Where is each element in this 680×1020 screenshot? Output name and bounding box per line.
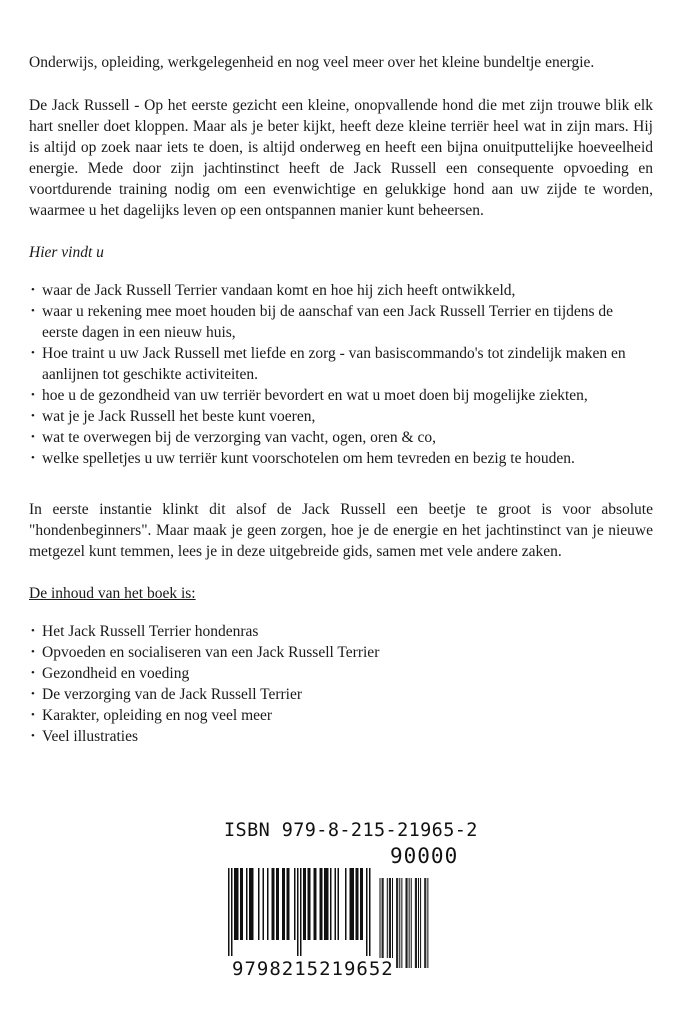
addon-bar (415, 878, 416, 968)
barcode-bar (314, 868, 316, 940)
list-item: • Karakter, opleiding en nog veel meer (29, 705, 653, 726)
addon-bar (427, 878, 428, 968)
barcode-bar (351, 868, 353, 940)
addon-bar (389, 878, 390, 968)
barcode-bar (236, 868, 238, 940)
barcode-bar (297, 868, 299, 956)
addon-bar (396, 878, 397, 968)
tagline: Onderwijs, opleiding, werkgelegenheid en nog veel meer over het kleine bundeltje energie. (29, 54, 595, 71)
back-cover-text (29, 52, 653, 747)
addon-bar (399, 878, 400, 968)
barcode-bar (353, 868, 355, 940)
barcode-bar (294, 868, 296, 940)
list-item: • waar u rekening mee moet houden bij de aanschaf van een Jack Russell Terrier en tijdens de eerste dagen in een nieuw huis, (29, 301, 653, 343)
barcode-bar (231, 868, 233, 956)
isbn-label: ISBN 979-8-215-21965-2 (224, 820, 478, 841)
barcode-bar (369, 868, 371, 956)
barcode-bar (284, 868, 286, 940)
barcode-bar (350, 868, 352, 940)
list-item: • wat te overwegen bij de verzorging van vacht, ogen, oren & co, (29, 427, 653, 448)
list-item: • De verzorging van de Jack Russell Terrier (29, 684, 653, 705)
barcode-bar (278, 868, 280, 940)
barcode-bar (315, 868, 317, 940)
list-item: • hoe u de gezondheid van uw terriër bevordert en wat u moet doen bij mogelijke ziekten, (29, 385, 653, 406)
barcode-bar (237, 868, 239, 940)
addon-bar (387, 878, 388, 968)
addon-bar (397, 878, 398, 968)
list-item: • welke spelletjes u uw terriër kunt voorschotelen om hem tevreden en bezig te houden. (29, 448, 653, 469)
barcode-bar (309, 868, 311, 940)
list-item: • Opvoeden en socialiseren van een Jack Russell Terrier (29, 642, 653, 663)
barcode-bar (263, 868, 265, 940)
addon-bar (424, 878, 425, 968)
barcode-bar (249, 868, 251, 940)
barcode-bar (335, 868, 337, 940)
barcode-bar (273, 868, 275, 940)
barcode-bar (324, 868, 326, 940)
contents-heading: De inhoud van het boek is: (29, 585, 196, 602)
addon-bar (380, 878, 381, 968)
contents-list (29, 621, 653, 747)
addon-bar (392, 878, 393, 968)
barcode-bar (327, 868, 329, 940)
barcode-bar (356, 868, 358, 940)
barcode-bar (288, 868, 290, 940)
addon-bar (401, 878, 402, 968)
list-item: • Hoe traint u uw Jack Russell met liefde en zorg - van basiscommando's tot zindelijk maken en aanlijnen tot geschikte activiteiten. (29, 343, 653, 385)
barcode-digits: 9798215219652 (232, 958, 394, 980)
addon-bar (406, 878, 407, 968)
features-list (29, 280, 653, 469)
barcode-bar (330, 868, 332, 940)
barcode-bar (287, 868, 289, 940)
barcode-bar (228, 868, 230, 956)
barcode-bar (242, 868, 244, 940)
barcode-bar (267, 868, 269, 940)
list-item: • Gezondheid en voeding (29, 663, 653, 684)
addon-bar (407, 878, 408, 968)
barcode-bar (258, 868, 260, 940)
barcode-bar (366, 868, 368, 956)
barcode-bar (360, 868, 362, 940)
barcode-bar (345, 868, 347, 940)
barcode-bar (251, 868, 253, 940)
isbn-barcode (224, 820, 478, 980)
barcode-bar (303, 868, 305, 940)
list-item: • Veel illustraties (29, 726, 653, 747)
addon-bar (420, 878, 421, 968)
addon-bar (382, 878, 383, 968)
barcode-bar (272, 868, 274, 940)
barcode-bar (305, 868, 307, 940)
addon-bar (411, 878, 412, 968)
list-item: • waar de Jack Russell Terrier vandaan komt en hoe hij zich heeft ontwikkeld, (29, 280, 653, 301)
barcode-bar (300, 868, 302, 956)
barcode-bar (234, 868, 236, 940)
barcode-bar (252, 868, 254, 940)
barcode-bar (357, 868, 359, 940)
barcode-bar (338, 868, 340, 940)
barcode-bar (276, 868, 278, 940)
price-code: 90000 (390, 844, 459, 868)
list-item: • Het Jack Russell Terrier hondenras (29, 621, 653, 642)
beginners-paragraph: In eerste instantie klinkt dit alsof de Jack Russell een beetje te groot is voor absolute "hondenbeginners". Maar maak je geen zorgen, hoe je de energie en het jachtinstinct van je nieuwe metgezel kunt temmen, lees je in deze uitgebreide gids, samen met vele andere zaken. (29, 501, 653, 560)
addon-bar (383, 878, 384, 968)
barcode-bar (282, 868, 284, 940)
addon-bar (425, 878, 426, 968)
addon-bar (418, 878, 419, 968)
addon-bar (390, 878, 391, 968)
barcode-bar (240, 868, 242, 940)
barcode-bar (362, 868, 364, 940)
addon-bar (416, 878, 417, 968)
barcode-bar (246, 868, 248, 940)
barcode-bars (224, 868, 450, 972)
list-item: • wat je je Jack Russell het beste kunt voeren, (29, 406, 653, 427)
barcode-bar (308, 868, 310, 940)
barcode-bar (321, 868, 323, 940)
addon-bar (409, 878, 410, 968)
intro-paragraph: De Jack Russell - Op het eerste gezicht een kleine, onopvallende hond die met zijn trouwe blik elk hart sneller doet kloppen. Maar als je beter kijkt, heeft deze kleine terriër heel wat in zijn mars. Hij is altijd op zoek naar iets te doen, is altijd onderweg en heeft een bijna onuitputtelijke hoeveelheid energie. Mede door zijn jachtinstinct heeft de Jack Russell een consequente opvoeding en voortdurende training nodig om een evenwichtige en gelukkige hond aan uw zijde te worden, waarmee u het dagelijks leven op een ontspannen manier kunt beheersen. (29, 97, 653, 219)
features-heading: Hier vindt u (29, 244, 104, 261)
barcode-bar (326, 868, 328, 940)
barcode-bar (320, 868, 322, 940)
